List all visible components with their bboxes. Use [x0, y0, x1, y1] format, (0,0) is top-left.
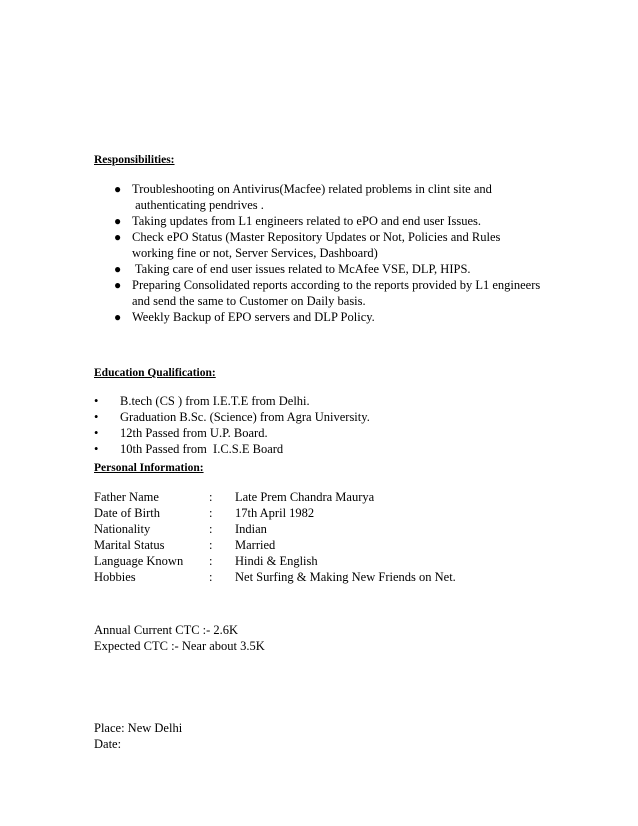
- bullet-icon: •: [94, 426, 99, 440]
- info-value: Late Prem Chandra Maurya: [235, 490, 375, 504]
- info-separator: :: [209, 554, 213, 568]
- bullet-icon: ●: [114, 230, 122, 244]
- personal-info-heading: Personal Information:: [94, 462, 204, 474]
- education-text: Graduation B.Sc. (Science) from Agra University.: [120, 410, 370, 424]
- info-value: Indian: [235, 522, 267, 536]
- education-text: 12th Passed from U.P. Board.: [120, 426, 268, 440]
- education-text: 10th Passed from I.C.S.E Board: [120, 442, 284, 456]
- responsibility-item: [94, 261, 564, 277]
- expected-ctc: Expected CTC :- Near about 3.5K: [94, 639, 265, 653]
- responsibility-item: [94, 181, 564, 213]
- bullet-icon: •: [94, 410, 99, 424]
- education-item: [94, 393, 370, 409]
- place-line: Place: New Delhi: [94, 721, 183, 735]
- bullet-icon: ●: [114, 182, 122, 196]
- responsibility-item: [94, 229, 564, 261]
- responsibility-item: [94, 213, 564, 229]
- date-line: Date:: [94, 737, 122, 751]
- info-label: Language Known: [94, 554, 184, 568]
- info-value: Married: [235, 538, 276, 552]
- personal-info-row: [94, 537, 456, 553]
- responsibilities-list: [94, 181, 564, 325]
- info-value: 17th April 1982: [235, 506, 315, 520]
- info-label: Nationality: [94, 522, 151, 536]
- info-label: Father Name: [94, 490, 159, 504]
- personal-info-row: [94, 569, 456, 585]
- personal-info-row: [94, 521, 456, 537]
- info-separator: :: [209, 538, 213, 552]
- education-heading: Education Qualification:: [94, 367, 216, 379]
- responsibility-item: [94, 277, 564, 309]
- info-value: Hindi & English: [235, 554, 318, 568]
- bullet-icon: ●: [114, 214, 122, 228]
- responsibility-line: and send the same to Customer on Daily basis.: [132, 294, 366, 308]
- bullet-icon: ●: [114, 262, 122, 276]
- responsibility-line: authenticating pendrives .: [132, 198, 264, 212]
- responsibilities-heading: Responsibilities:: [94, 154, 175, 166]
- education-item: [94, 441, 370, 457]
- info-separator: :: [209, 506, 213, 520]
- personal-info-row: [94, 553, 456, 569]
- responsibility-line: Taking updates from L1 engineers related to ePO and end user Issues.: [132, 214, 482, 228]
- info-separator: :: [209, 570, 213, 584]
- responsibility-line: working fine or not, Server Services, Dashboard): [132, 246, 378, 260]
- bullet-icon: ●: [114, 278, 122, 292]
- responsibility-line: Weekly Backup of EPO servers and DLP Policy.: [132, 310, 375, 324]
- personal-info-row: [94, 489, 456, 505]
- info-label: Marital Status: [94, 538, 165, 552]
- info-label: Date of Birth: [94, 506, 160, 520]
- info-value: Net Surfing & Making New Friends on Net.: [235, 570, 456, 584]
- education-item: [94, 425, 370, 441]
- education-list: [94, 393, 370, 457]
- education-text: B.tech (CS ) from I.E.T.E from Delhi.: [120, 394, 310, 408]
- info-separator: :: [209, 522, 213, 536]
- responsibility-line: Taking care of end user issues related to McAfee VSE, DLP, HIPS.: [132, 262, 471, 276]
- info-separator: :: [209, 490, 213, 504]
- bullet-icon: ●: [114, 310, 122, 324]
- bullet-icon: •: [94, 442, 99, 456]
- personal-info-row: [94, 505, 456, 521]
- current-ctc: Annual Current CTC :- 2.6K: [94, 623, 239, 637]
- responsibility-item: [94, 309, 564, 325]
- responsibility-line: Preparing Consolidated reports according to the reports provided by L1 engineers: [132, 278, 541, 292]
- responsibility-line: Check ePO Status (Master Repository Updates or Not, Policies and Rules: [132, 230, 501, 244]
- personal-info-table: [94, 489, 456, 585]
- info-label: Hobbies: [94, 570, 136, 584]
- education-item: [94, 409, 370, 425]
- bullet-icon: •: [94, 394, 99, 408]
- responsibility-line: Troubleshooting on Antivirus(Macfee) related problems in clint site and: [132, 182, 492, 196]
